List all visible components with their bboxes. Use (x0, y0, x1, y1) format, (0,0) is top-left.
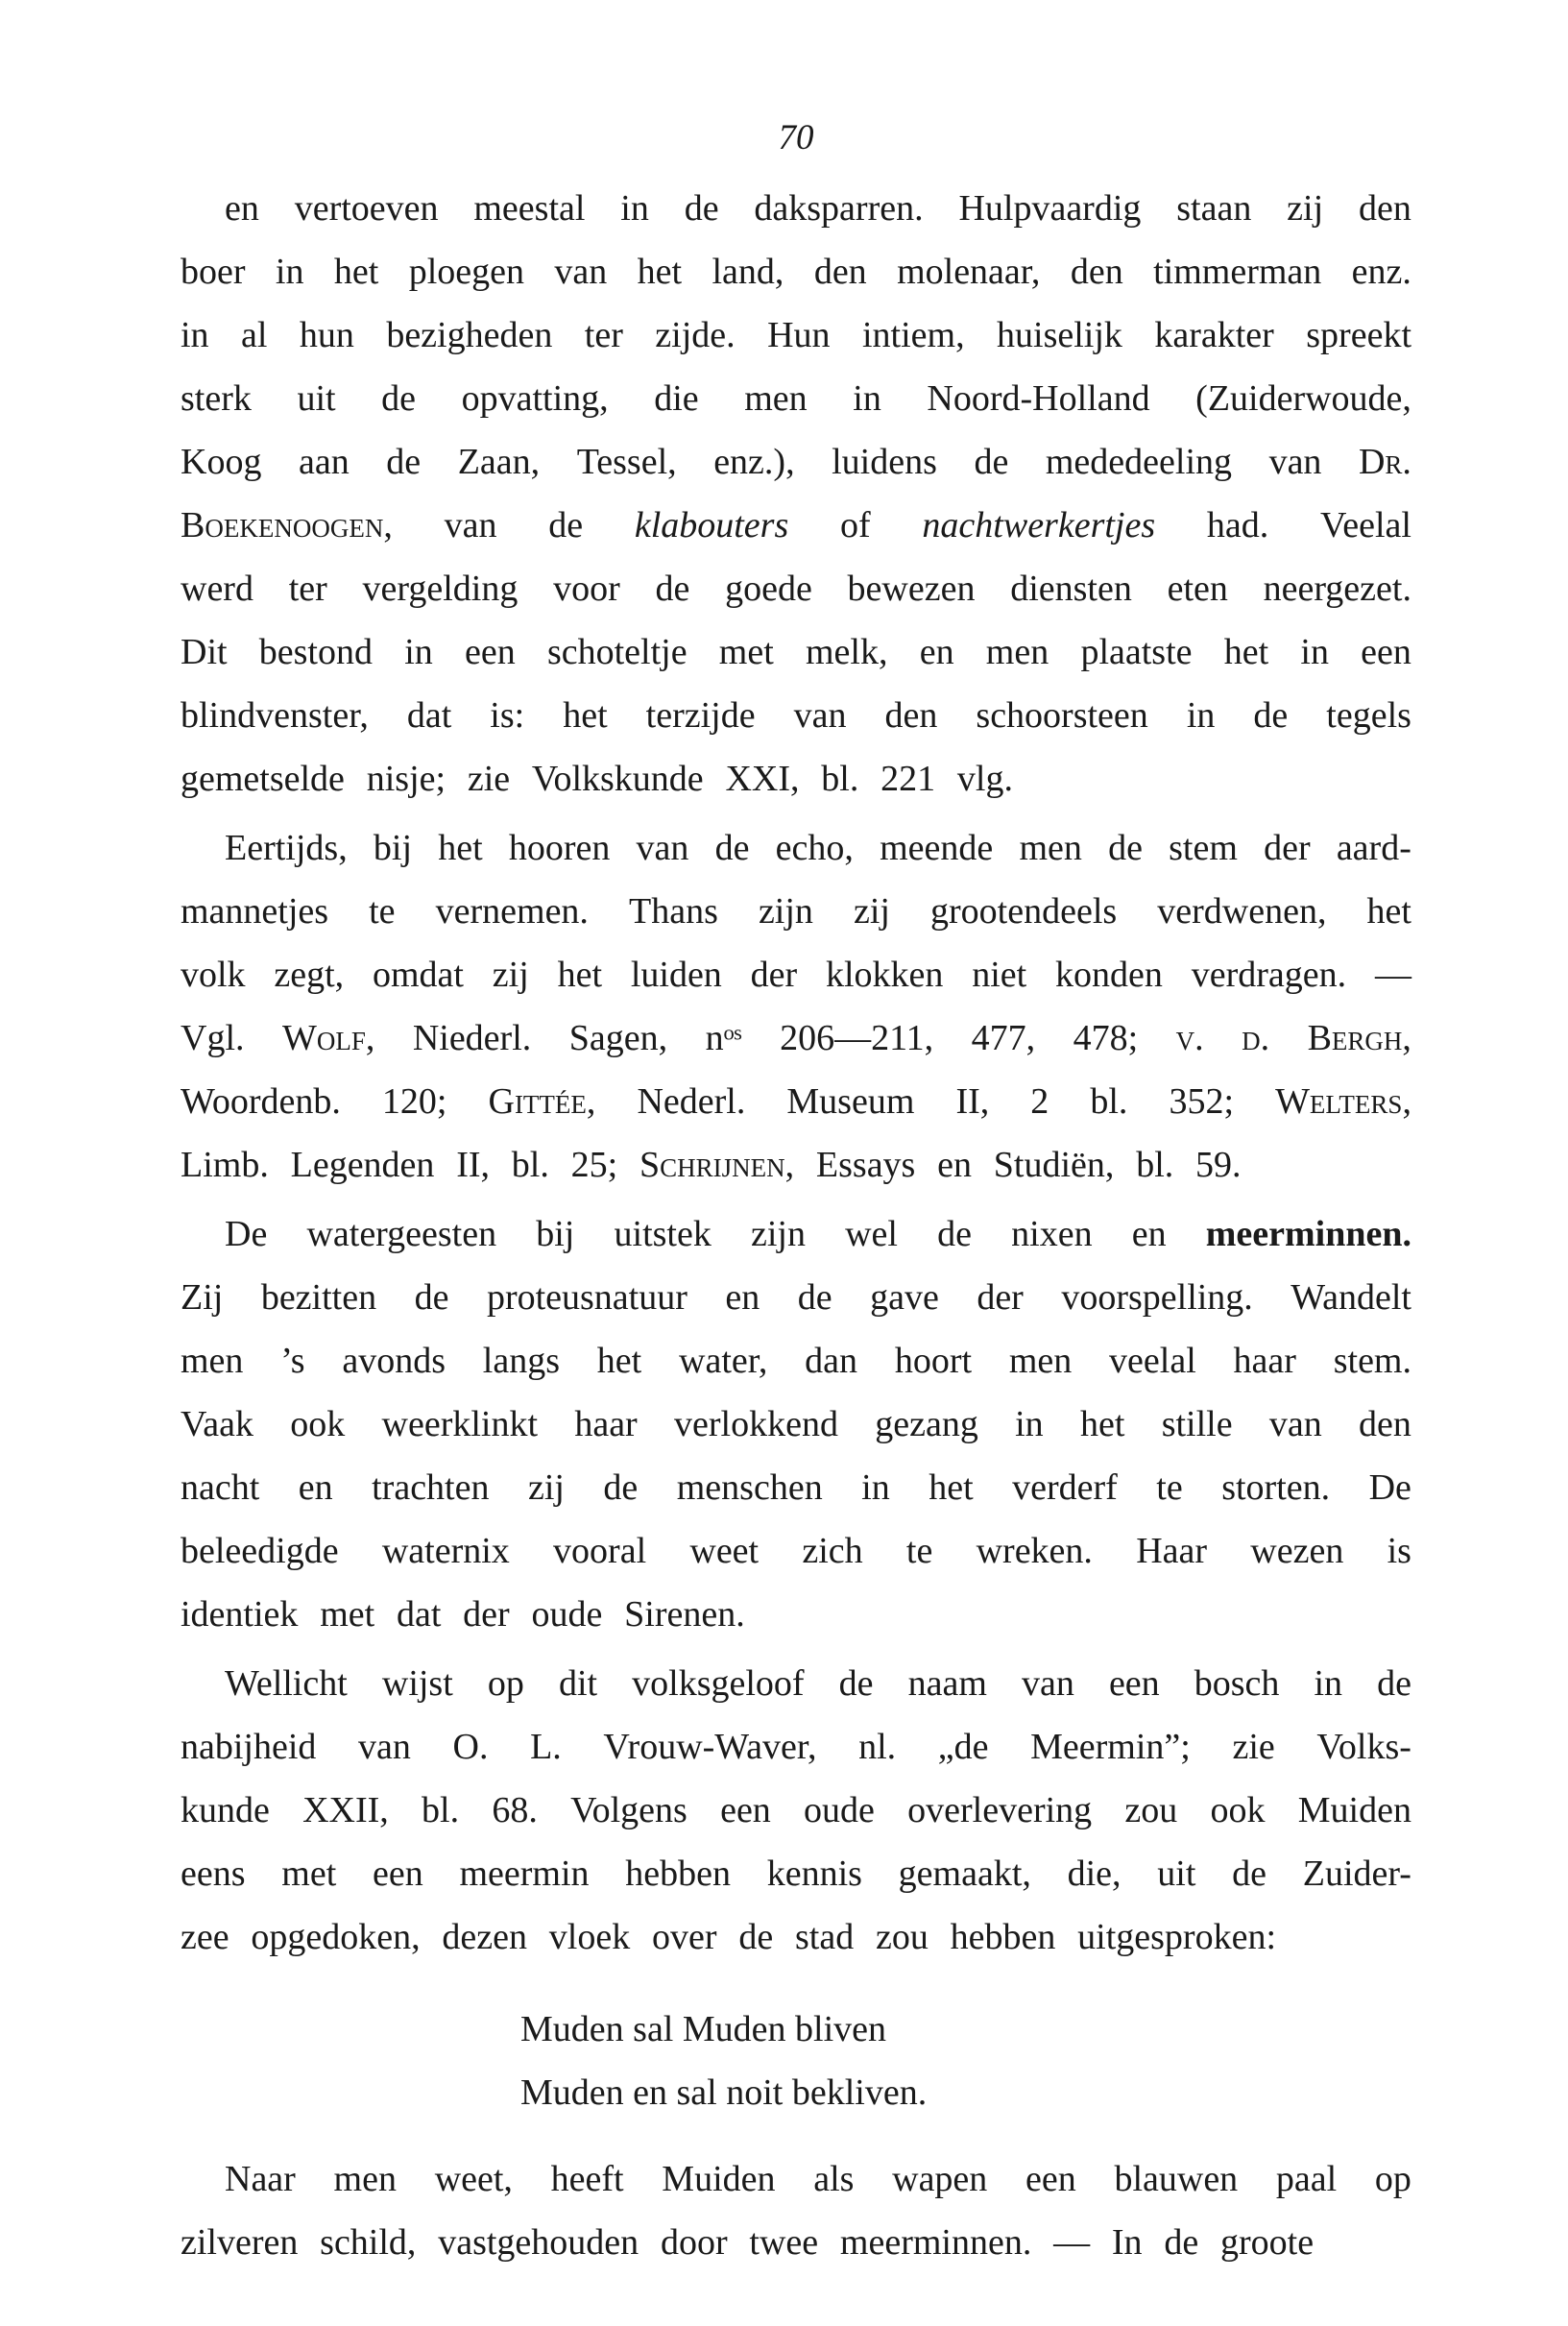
text-line: Zij bezitten de proteusnatuur en de gave der voorspelling. Wandelt (181, 1277, 1411, 1318)
text-line: gemetselde nisje; zie Volkskunde XXI, bl. 221 vlg. (181, 759, 1013, 799)
text-line: identiek met dat der oude Sirenen. (181, 1594, 745, 1635)
text-line: Koog aan de Zaan, Tessel, enz.), luidens de mededeeling van Dr. (181, 442, 1411, 482)
text-line: nacht en trachten zij de menschen in het verderf te storten. De (181, 1467, 1411, 1508)
text-line: in al hun bezigheden ter zijde. Hun intiem, huiselijk karakter spreekt (181, 315, 1411, 355)
body-text (181, 177, 1411, 2280)
verse-line: Muden sal Muden bliven (520, 2009, 887, 2049)
text-line: eens met een meermin hebben kennis gemaakt, die, uit de Zuider- (181, 1854, 1411, 1894)
verse-line: Muden en sal noit bekliven. (520, 2072, 928, 2113)
text-line: Dit bestond in een schoteltje met melk, en men plaatste het in een (181, 632, 1411, 672)
text-line: Boekenoogen, van de klabouters of nachtwerkertjes had. Veelal (181, 505, 1411, 545)
text-line: beleedigde waternix vooral weet zich te wreken. Haar wezen is (181, 1531, 1411, 1571)
text-line: De watergeesten bij uitstek zijn wel de nixen en meerminnen. (225, 1214, 1411, 1254)
text-line: Eertijds, bij het hooren van de echo, meende men de stem der aard- (225, 828, 1411, 868)
text-line: zilveren schild, vastgehouden door twee meerminnen. — In de groote (181, 2222, 1315, 2263)
paragraph (181, 816, 1411, 1197)
text-line: mannetjes te vernemen. Thans zijn zij grootendeels verdwenen, het (181, 891, 1411, 932)
text-line: boer in het ploegen van het land, den molenaar, den timmerman enz. (181, 252, 1411, 292)
text-line: kunde XXII, bl. 68. Volgens een oude overlevering zou ook Muiden (181, 1790, 1411, 1830)
text-line: blindvenster, dat is: het terzijde van den schoorsteen in de tegels (181, 695, 1411, 736)
text-line: Wellicht wijst op dit volksgeloof de naam van een bosch in de (225, 1663, 1411, 1704)
text-line: zee opgedoken, dezen vloek over de stad zou hebben uitgesproken: (181, 1917, 1277, 1957)
text-line: nabijheid van O. L. Vrouw-Waver, nl. „de Meermin”; zie Volks- (181, 1727, 1411, 1767)
text-line: sterk uit de opvatting, die men in Noord-Holland (Zuiderwoude, (181, 378, 1411, 419)
text-line: Vaak ook weerklinkt haar verlokkend gezang in het stille van den (181, 1404, 1411, 1444)
text-line: Woordenb. 120; Gittée, Nederl. Museum II, 2 bl. 352; Welters, (181, 1081, 1411, 1122)
paragraph (181, 1652, 1411, 1969)
page-number: 70 (778, 118, 814, 157)
text-line: men ’s avonds langs het water, dan hoort men veelal haar stem. (181, 1341, 1411, 1381)
text-line: en vertoeven meestal in de daksparren. Hulpvaardig staan zij den (225, 188, 1411, 229)
text-line: volk zegt, omdat zij het luiden der klokken niet konden verdragen. — (181, 955, 1411, 995)
text-line: werd ter vergelding voor de goede bewezen diensten eten neergezet. (181, 569, 1411, 609)
paragraph (181, 1202, 1411, 1646)
page (181, 108, 1411, 2280)
text-line: Limb. Legenden II, bl. 25; Schrijnen, Essays en Studiën, bl. 59. (181, 1145, 1242, 1185)
text-line: Naar men weet, heeft Muiden als wapen een blauwen paal op (225, 2159, 1411, 2199)
text-line: Vgl. Wolf, Niederl. Sagen, nᵒˢ 206—211, 477, 478; v. d. Bergh, (181, 1018, 1411, 1058)
paragraph (181, 177, 1411, 811)
paragraph (181, 2147, 1411, 2274)
